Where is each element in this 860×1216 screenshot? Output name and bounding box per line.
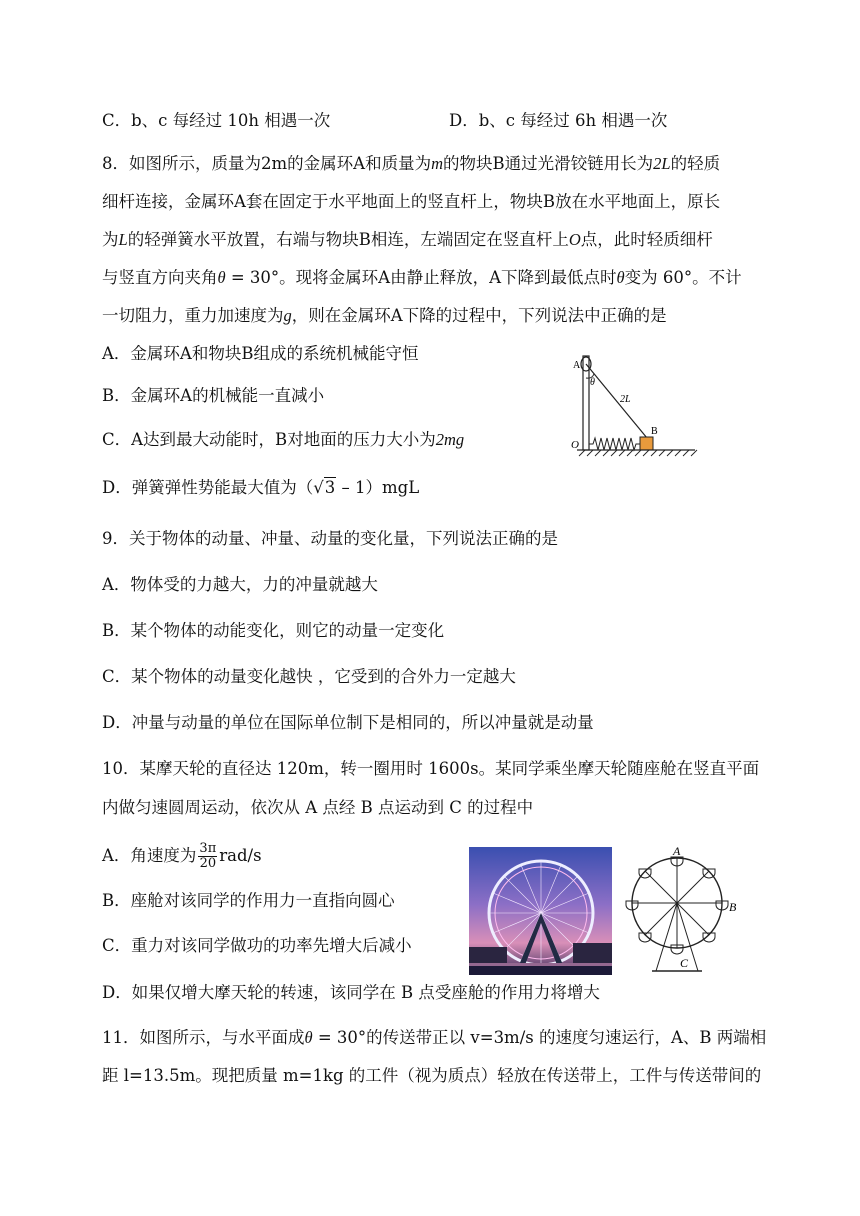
q11-stem-line-1: 11．如图所示，与水平面成θ = 30°的传送带正以 v=3m/s 的速度匀速运行，A、B 两端相 [102, 1028, 767, 1047]
q8-stem-line-4: 与竖直方向夹角θ = 30°。现将金属环A由静止释放，A下降到最低点时θ变为 60°。不计 [102, 268, 742, 287]
q8-stem-line-3: 为L的轻弹簧水平放置，右端与物块B相连，左端固定在竖直杆上O点，此时轻质细杆 [102, 230, 713, 249]
q8-option-a: A．金属环A和物块B组成的系统机械能守恒 [102, 344, 419, 363]
q8-option-d: D．弹簧弹性势能最大值为（√3 – 1）mgL [102, 478, 420, 497]
q8-stem-line-5: 一切阻力，重力加速度为g，则在金属环A下降的过程中，下列说法中正确的是 [102, 306, 667, 325]
q8-stem-line-1: 8．如图所示，质量为2m的金属环A和质量为m的物块B通过光滑铰链用长为2L的轻质 [102, 154, 721, 173]
q10-fig-label-a: A [673, 844, 681, 858]
q10-ferris-wheel-diagram [622, 843, 744, 975]
q9-option-d: D．冲量与动量的单位在国际单位制下是相同的，所以冲量就是动量 [102, 713, 594, 732]
q9-stem: 9．关于物体的动量、冲量、动量的变化量，下列说法正确的是 [102, 529, 558, 548]
q10-fig-label-c: C [680, 956, 689, 970]
q7-option-d: D．b、c 每经过 6h 相遇一次 [449, 111, 668, 130]
q10-fig-label-b: B [729, 900, 737, 914]
q11-stem-line-2: 距 l=13.5m。现把质量 m=1kg 的工件（视为质点）轻放在传送带上，工件与传送带间的 [102, 1066, 762, 1085]
q8-fig-label-a: A [573, 360, 581, 371]
q7-option-c: C．b、c 每经过 10h 相遇一次 [102, 111, 331, 130]
q8-stem-line-2: 细杆连接，金属环A套在固定于水平地面上的竖直杆上，物块B放在水平地面上，原长 [102, 192, 721, 211]
q10-option-a: A．角速度为 $\frac{3\pi}{20}$ rad/s [102, 841, 262, 871]
q10-option-c: C．重力对该同学做功的功率先增大后减小 [102, 936, 412, 955]
q8-fig-label-b: B [651, 426, 658, 437]
q10-option-d: D．如果仅增大摩天轮的转速，该同学在 B 点受座舱的作用力将增大 [102, 983, 600, 1002]
q10-ferris-wheel-photo [469, 847, 612, 975]
q9-option-b: B．某个物体的动能变化，则它的动量一定变化 [102, 621, 445, 640]
q10-option-b: B．座舱对该同学的作用力一直指向圆心 [102, 891, 395, 910]
q9-option-c: C．某个物体的动量变化越快 ，它受到的合外力一定越大 [102, 667, 516, 686]
q8-option-b: B．金属环A的机械能一直减小 [102, 386, 325, 405]
q8-fig-label-theta: θ [590, 377, 595, 388]
q8-fig-label-2l: 2L [620, 394, 631, 405]
q9-option-a: A．物体受的力越大，力的冲量就越大 [102, 575, 378, 594]
q8-fig-label-o: O [571, 439, 579, 451]
q10-stem-line-2: 内做匀速圆周运动，依次从 A 点经 B 点运动到 C 的过程中 [102, 798, 534, 817]
q8-option-c: C．A达到最大动能时，B对地面的压力大小为2mg [102, 430, 465, 449]
q10-fraction: $\frac{3\pi}{20}$ [199, 841, 217, 871]
q10-stem-line-1: 10．某摩天轮的直径达 120m，转一圈用时 1600s。某同学乘坐摩天轮随座舱在竖直平面 [102, 759, 760, 778]
q8-figure-rod-spring [565, 332, 705, 464]
